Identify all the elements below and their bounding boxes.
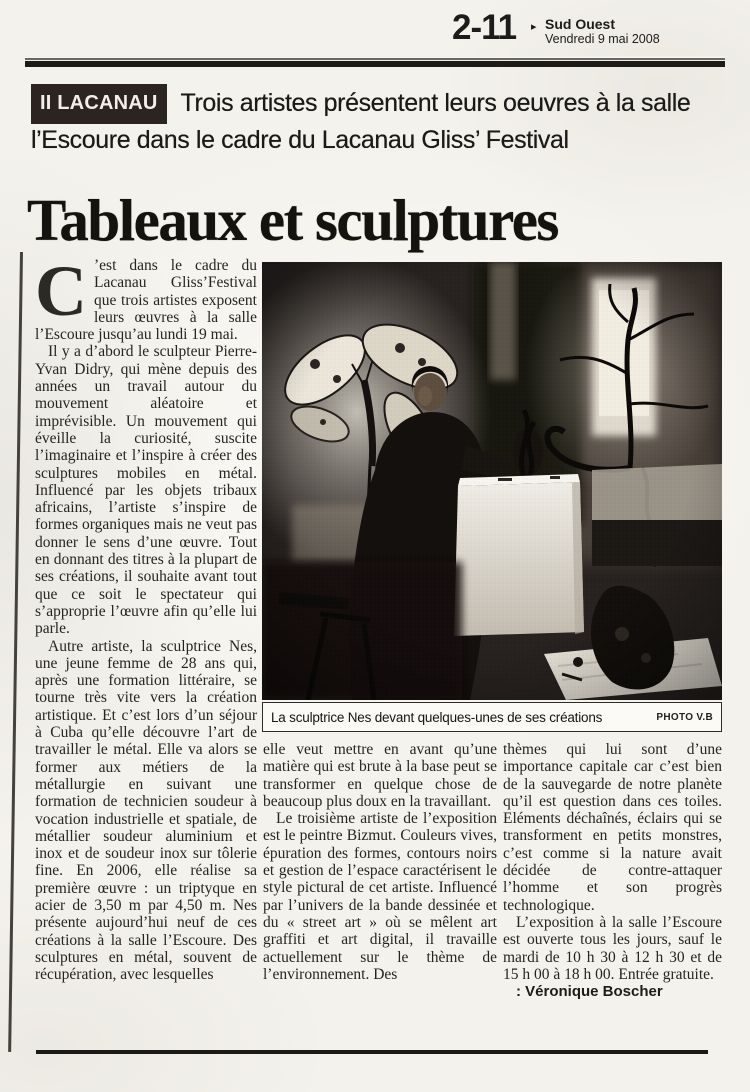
byline: : Véronique Boscher	[516, 983, 663, 1001]
newspaper-masthead	[531, 16, 660, 47]
article-column-3	[503, 741, 722, 1000]
paragraph: Il y a d’abord le sculpteur Pierre-Yvan Didry, qui mène depuis des années un travail autour du mouvement aléatoire et imprévisible. Un mouvement qui éveille la curiosité, suscite l’imaginaire et l’inspire à créer des sculptures mobiles en métal. Influencé par les objets tribaux africains, l’artiste s’inspire de formes organiques mais ne veut pas donner le sens d’une œuvre. Tout en donnant des titres à la plupart de ses créations, il souhaite avant tout que ce soit le spectateur qui s’approprie l’œuvre afin qu’elle lui parle.	[35, 343, 257, 638]
newspaper-name: Sud Ouest	[545, 16, 616, 32]
photo-caption: La sculptrice Nes devant quelques-unes de ses créations	[271, 709, 603, 725]
photo-caption-bar	[262, 702, 722, 732]
paragraph: elle veut mettre en avant qu’une matière qui est brute à la base peut se transformer en quelque chose de beaucoup plus doux en la travaillant.	[263, 741, 497, 810]
arrow-icon: ▸	[531, 21, 537, 33]
drop-cap: C	[35, 251, 87, 331]
paragraph: thèmes qui lui sont d’une importance capitale car c’est bien de la sauvegarde de notre planète qu’il est question dans ces toiles. Eléments déchaînés, éclairs qui se transforment en petits monstres, c’est comme si la nature avait décidée de contre-attaquer l’homme et son progrès technologique.	[503, 741, 722, 914]
paragraph-text: ’est dans le cadre du Lacanau Gliss’Festival que trois artistes exposent leurs œuvres à la salle l’Escoure jusqu’au lundi 19 mai.	[35, 257, 257, 344]
article-column-1	[35, 251, 257, 984]
kicker	[31, 84, 723, 157]
article-photo	[262, 262, 722, 700]
issue-date: Vendredi 9 mai 2008	[545, 32, 660, 46]
top-rule	[25, 56, 725, 67]
left-column-rule	[8, 252, 23, 1052]
bottom-rule	[36, 1050, 708, 1054]
section-tag: II LACANAU	[31, 84, 167, 124]
paragraph: Autre artiste, la sculptrice Nes, une jeune femme de 28 ans qui, après une formation littéraire, se tourne très vite vers la création artistique. Et c’est lors d’un séjour à Cuba qu’elle découvre l’art de travailler le métal. Elle va alors se former aux métiers de la métallurgie en suivant une formation de technicien soudeur à vocation industrielle et spatiale, de métallier soudeur aluminium et inox et de soudeur inox sur tôlerie fine. En 2006, elle réalise sa première œuvre : un triptyque en acier de 3,50 m par 4,50 m. Nes présente aujourd’hui neuf de ces créations à la salle l’Escoure. Des sculptures en métal, souvent de récupération, avec lesquelles	[35, 637, 257, 984]
paragraph: L’exposition à la salle l’Escoure est ouverte tous les jours, sauf le mardi de 10 h 30 à 12 h 30 et de 15 h 00 à 18 h 00. Entrée gratuite.	[503, 913, 722, 983]
headline: Tableaux et sculptures	[27, 186, 558, 253]
photo-credit: PHOTO V.B	[656, 711, 713, 723]
page-number: 2-11	[452, 8, 517, 47]
photo-illustration	[262, 262, 722, 700]
article-column-2	[263, 741, 497, 983]
kicker-text: Trois artistes présentent leurs oeuvres à la salle l’Escoure dans le cadre du Lacanau Gliss’ Festival	[31, 89, 691, 154]
paragraph: Le troisième artiste de l’exposition est le peintre Bizmut. Couleurs vives, épuration des formes, contours noirs et gestion de l’espace caractérisent le style pictural de cet artiste. Influencé par l’univers de la bande dessinée et du « street art » où se mêlent art graffiti et art digital, il travaille actuellement sur le thème de l’environnement. Des	[263, 810, 497, 983]
paragraph	[35, 251, 257, 344]
